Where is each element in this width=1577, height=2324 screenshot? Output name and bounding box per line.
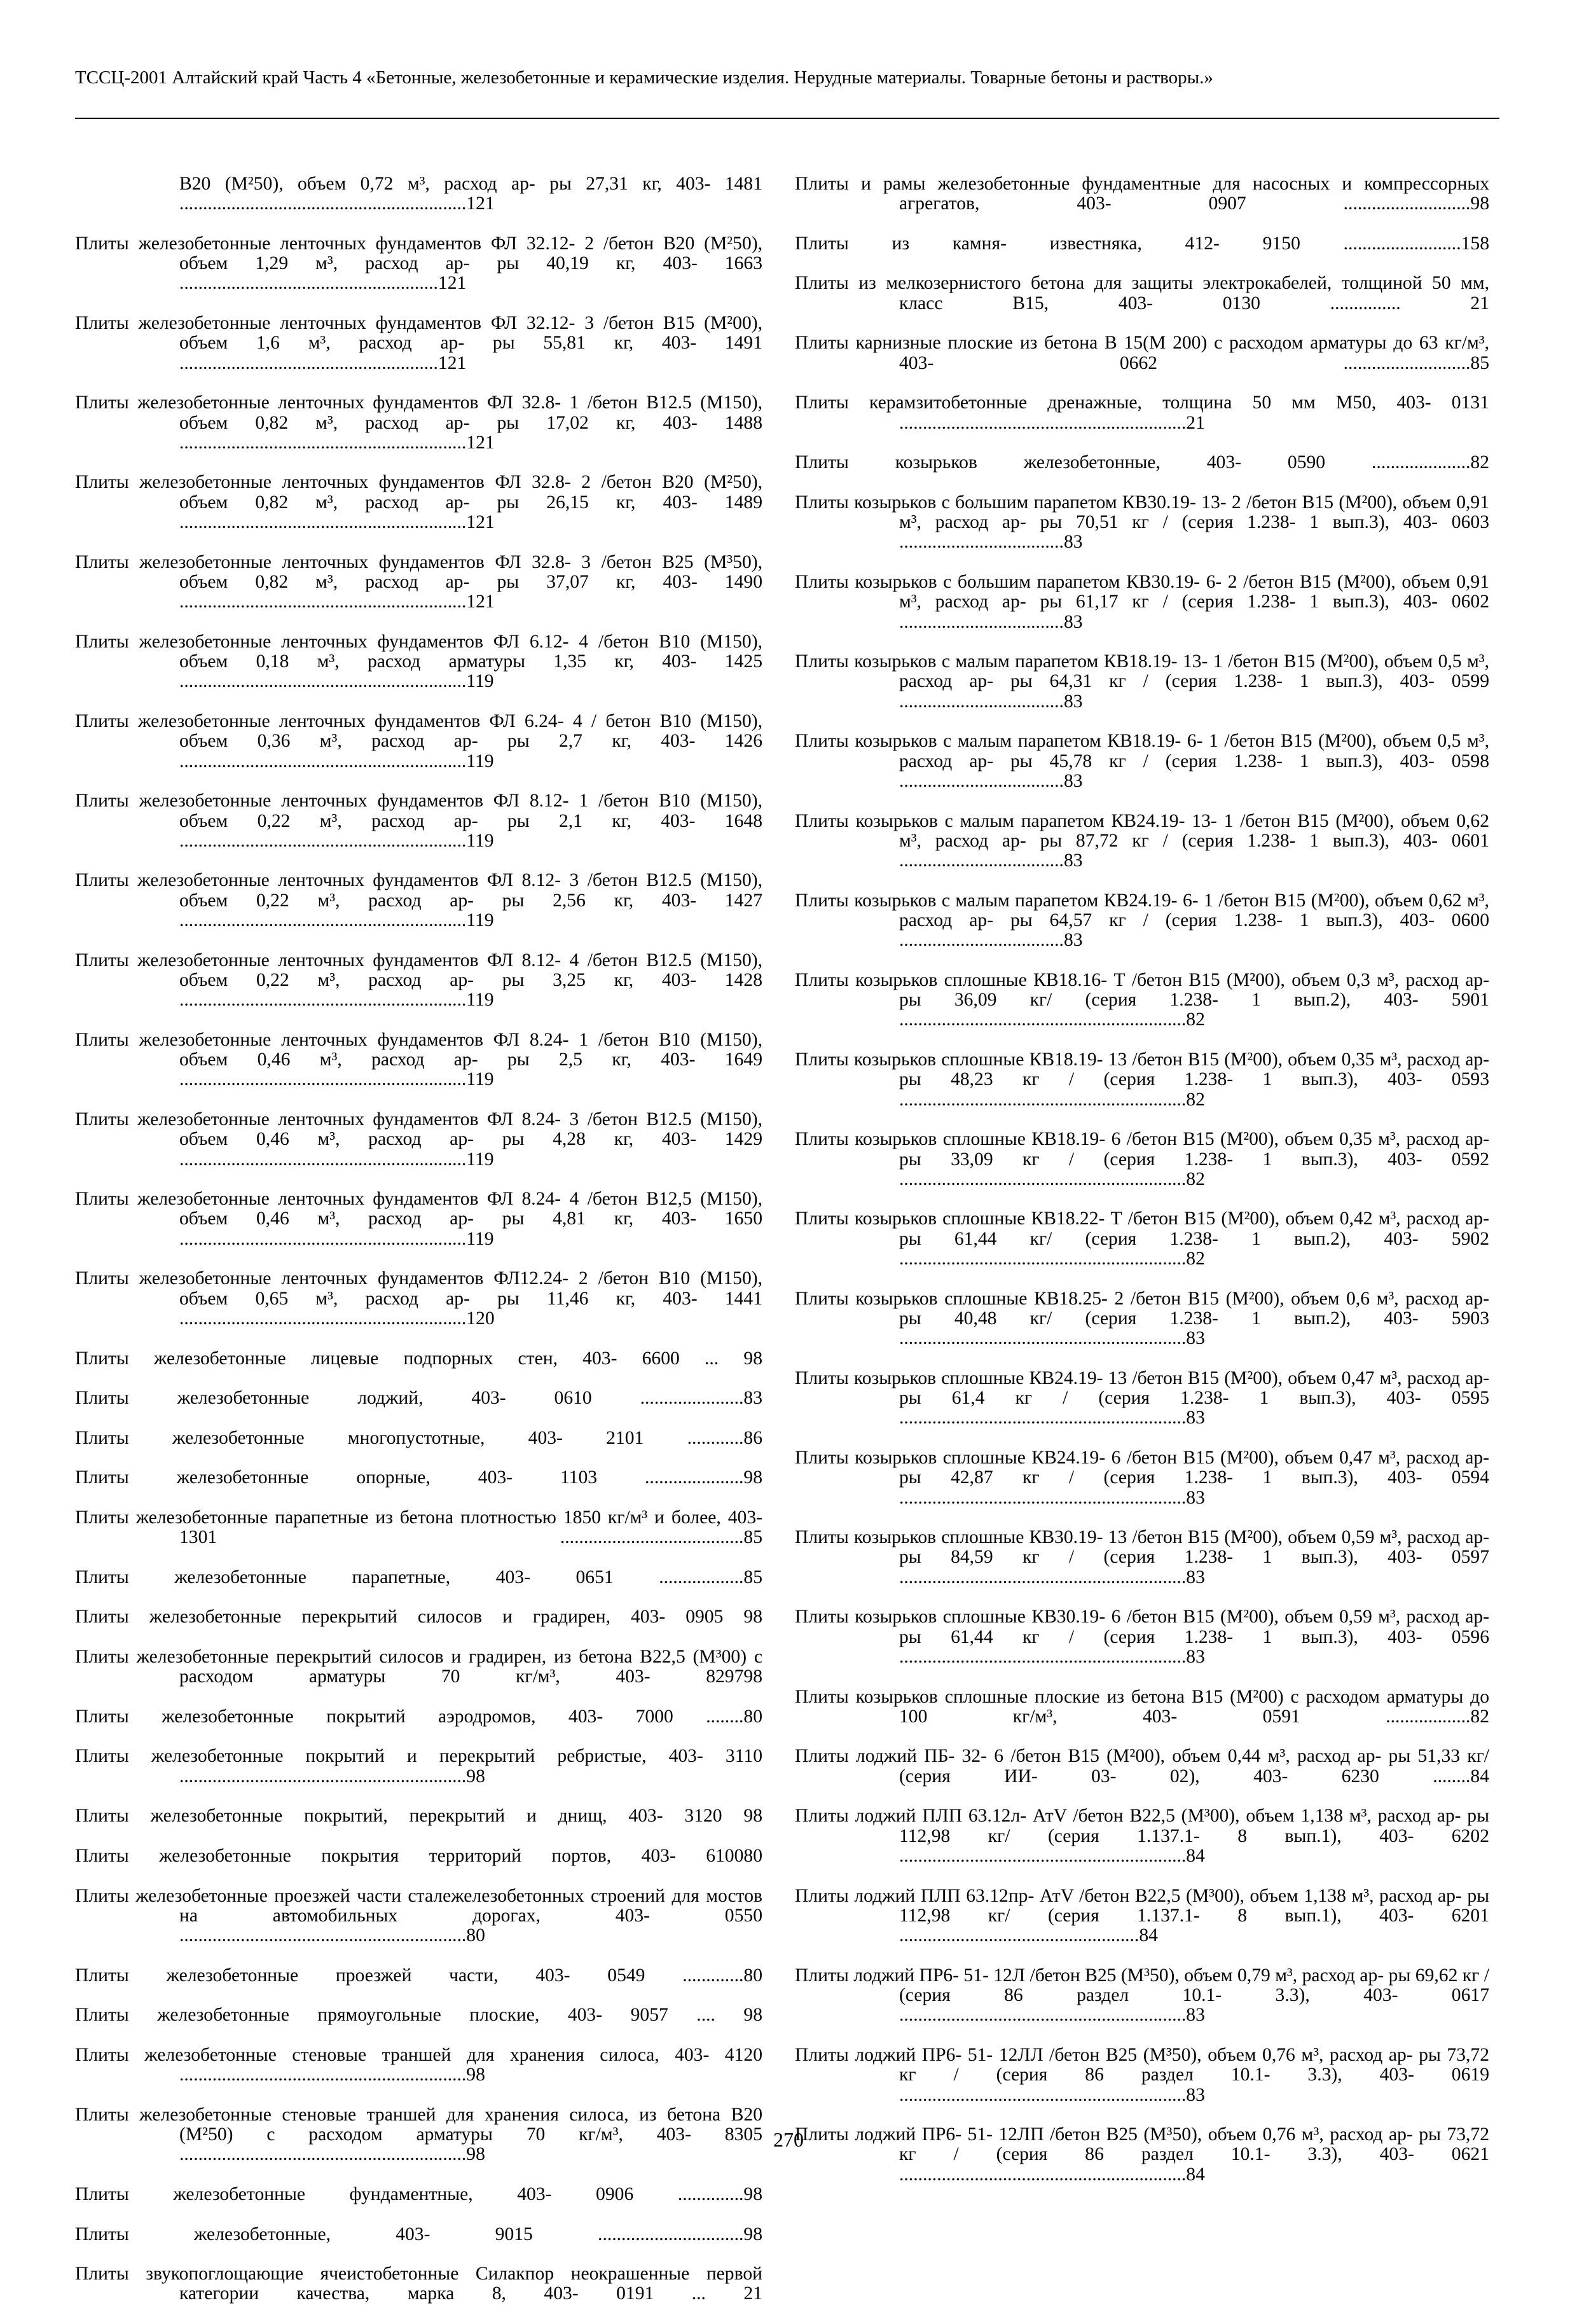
index-entry: Плиты железобетонные покрытий и перекрытий ребристые, 403- 3110 .............................................................98	[75, 1746, 762, 1787]
index-entry: Плиты железобетонные стеновые траншей для хранения силоса, 403- 4120 .............................................................98	[75, 2044, 762, 2085]
index-entry: Плиты железобетонные многопустотные, 403- 2101 ............86	[75, 1427, 762, 1448]
index-entry: Плиты карнизные плоские из бетона В 15(М 200) с расходом арматуры до 63 кг/м³, 403- 0662 ...........................85	[795, 333, 1489, 373]
index-entry: Плиты козырьков сплошные КВ18.25- 2 /бетон В15 (М²00), объем 0,6 м³, расход ар- ры 40,48 кг/ (серия 1.238- 1 вып.2), 403- 5903 .............................................................83	[795, 1288, 1489, 1349]
index-entry: Плиты козырьков с малым парапетом КВ24.19- 13- 1 /бетон B15 (M²00), объем 0,62 м³, расход ар- ры 87,72 кг / (серия 1.238- 1 вып.3), 403- 0601 ...................................83	[795, 810, 1489, 871]
index-entry: Плиты козырьков с большим парапетом КВ30.19- 13- 2 /бетон B15 (M²00), объем 0,91 м³, расход ар- ры 70,51 кг / (серия 1.238- 1 вып.3), 403- 0603 ...................................83	[795, 492, 1489, 553]
index-entry: Плиты козырьков железобетонные, 403- 0590 .....................82	[795, 452, 1489, 473]
index-entry: Плиты железобетонные ленточных фундаментов ФЛ 32.12- 3 /бетон В15 (М²00), объем 1,6 м³, расход ар- ры 55,81 кг, 403- 1491 .......................................................121	[75, 313, 762, 373]
index-entry: Плиты лоджий ПЛП 63.12л- АтV /бетон В22,5 (М³00), объем 1,138 м³, расход ар- ры 112,98 кг/ (серия 1.137.1- 8 вып.1), 403- 6202 .............................................................84	[795, 1806, 1489, 1866]
index-entry: Плиты железобетонные ленточных фундаментов ФЛ 8.12- 1 /бетон B10 (M150), объем 0,22 м³, расход ар- ры 2,1 кг, 403- 1648 .............................................................119	[75, 791, 762, 851]
index-entry: Плиты козырьков сплошные КВ18.19- 6 /бетон В15 (М²00), объем 0,35 м³, расход ар- ры 33,09 кг / (серия 1.238- 1 вып.3), 403- 0592 .............................................................82	[795, 1129, 1489, 1189]
index-entry: B20 (M²50), объем 0,72 м³, расход ар- ры 27,31 кг, 403- 1481 .............................................................121	[179, 174, 762, 214]
index-entry: Плиты железобетонные прямоугольные плоские, 403- 9057 .... 98	[75, 2005, 762, 2026]
index-entry: Плиты козырьков сплошные КВ18.22- Т /бетон В15 (М²00), объем 0,42 м³, расход ар- ры 61,44 кг/ (серия 1.238- 1 вып.2), 403- 5902 .............................................................82	[795, 1208, 1489, 1269]
index-entry: Плиты железобетонные покрытий, перекрытий и днищ, 403- 3120 98	[75, 1806, 762, 1827]
index-entry: Плиты железобетонные покрытий аэродромов, 403- 7000 ........80	[75, 1706, 762, 1727]
index-entry: Плиты железобетонные ленточных фундаментов ФЛ 6.24- 4 / бетон B10 (M150), объем 0,36 м³, расход ар- ры 2,7 кг, 403- 1426 .............................................................119	[75, 711, 762, 771]
index-entry: Плиты керамзитобетонные дренажные, толщина 50 мм М50, 403- 0131 .............................................................21	[795, 392, 1489, 433]
index-entry: Плиты козырьков с малым парапетом КВ18.19- 13- 1 /бетон B15 (M²00), объем 0,5 м³, расход ар- ры 64,31 кг / (серия 1.238- 1 вып.3), 403- 0599 ...................................83	[795, 651, 1489, 712]
index-entry: Плиты железобетонные ленточных фундаментов ФЛ 32.12- 2 /бетон В20 (М²50), объем 1,29 м³, расход ар- ры 40,19 кг, 403- 1663 .......................................................121	[75, 233, 762, 294]
document-title: ТССЦ-2001 Алтайский край Часть 4 «Бетонные, железобетонные и керамические изделия. Нерудные материалы. Товарные бетоны и растворы.»	[75, 67, 1213, 88]
index-entry: Плиты железобетонные стеновые траншей для хранения силоса, из бетона В20 (М²50) с расходом арматуры 70 кг/м³, 403- 8305 .............................................................98	[75, 2104, 762, 2165]
index-entry: Плиты железобетонные лицевые подпорных стен, 403- 6600 ... 98	[75, 1348, 762, 1369]
index-entry: Плиты железобетонные покрытия территорий портов, 403- 610080	[75, 1845, 762, 1866]
index-entry: Плиты железобетонные перекрытий силосов и градирен, из бетона В22,5 (М³00) с расходом арматуры 70 кг/м³, 403- 829798	[75, 1646, 762, 1687]
header-rule	[75, 118, 1499, 119]
index-entry: Плиты лоджий ПР6- 51- 12Л /бетон В25 (М³50), объем 0,79 м³, расход ар- ры 69,62 кг / (серия 86 раздел 10.1- 3.3), 403- 0617 .............................................................83	[795, 1965, 1489, 2026]
index-entry: Плиты из камня- известняка, 412- 9150 .........................158	[795, 233, 1489, 254]
index-entry: Плиты железобетонные фундаментные, 403- 0906 ..............98	[75, 2183, 762, 2204]
index-entry: Плиты железобетонные лоджий, 403- 0610 ......................83	[75, 1388, 762, 1409]
index-entry: Плиты и рамы железобетонные фундаментные для насосных и компрессорных агрегатов, 403- 0907 ...........................98	[795, 174, 1489, 214]
index-entry: Плиты козырьков сплошные КВ18.19- 13 /бетон В15 (М²00), объем 0,35 м³, расход ар- ры 48,23 кг / (серия 1.238- 1 вып.3), 403- 0593 .............................................................82	[795, 1049, 1489, 1110]
index-entry: Плиты железобетонные ленточных фундаментов ФЛ12.24- 2 /бетон B10 (M150), объем 0,65 м³, расход ар- ры 11,46 кг, 403- 1441 .............................................................120	[75, 1268, 762, 1329]
index-entry: Плиты железобетонные ленточных фундаментов ФЛ 8.12- 3 /бетон B12.5 (M150), объем 0,22 м³, расход ар- ры 2,56 кг, 403- 1427 .............................................................119	[75, 870, 762, 930]
index-entry: Плиты железобетонные ленточных фундаментов ФЛ 8.24- 3 /бетон B12.5 (M150), объем 0,46 м³, расход ар- ры 4,28 кг, 403- 1429 .............................................................119	[75, 1109, 762, 1170]
page-number: 270	[773, 2128, 804, 2151]
index-entry: Плиты железобетонные проезжей части сталежелезобетонных строений для мостов на автомобильных дорогах, 403- 0550 .............................................................80	[75, 1885, 762, 1946]
page-header	[75, 66, 1499, 90]
index-entry: Плиты железобетонные парапетные, 403- 0651 ..................85	[75, 1567, 762, 1587]
index-entry: Плиты железобетонные ленточных фундаментов ФЛ 8.12- 4 /бетон B12.5 (M150), объем 0,22 м³, расход ар- ры 3,25 кг, 403- 1428 .............................................................119	[75, 950, 762, 1011]
index-entry: Плиты железобетонные ленточных фундаментов ФЛ 32.8- 1 /бетон B12.5 (M150), объем 0,82 м³, расход ар- ры 17,02 кг, 403- 1488 .............................................................121	[75, 392, 762, 453]
index-column-left	[75, 174, 762, 2324]
index-entry: Плиты козырьков сплошные КВ24.19- 13 /бетон В15 (М²00), объем 0,47 м³, расход ар- ры 61,4 кг / (серия 1.238- 1 вып.3), 403- 0595 .............................................................83	[795, 1367, 1489, 1428]
index-entry: Плиты железобетонные проезжей части, 403- 0549 .............80	[75, 1965, 762, 1986]
index-entry: Плиты железобетонные ленточных фундаментов ФЛ 32.8- 2 /бетон B20 (M²50), объем 0,82 м³, расход ар- ры 26,15 кг, 403- 1489 .............................................................121	[75, 472, 762, 533]
index-entry: Плиты лоджий ПР6- 51- 12ЛП /бетон В25 (М³50), объем 0,76 м³, расход ар- ры 73,72 кг / (серия 86 раздел 10.1- 3.3), 403- 0621 .............................................................84	[795, 2124, 1489, 2185]
index-entry: Плиты железобетонные парапетные из бетона плотностью 1850 кг/м³ и более, 403- 1301 .......................................85	[75, 1507, 762, 1548]
index-entry: Плиты козырьков с малым парапетом КВ18.19- 6- 1 /бетон B15 (M²00), объем 0,5 м³, расход ар- ры 45,78 кг / (серия 1.238- 1 вып.3), 403- 0598 ...................................83	[795, 731, 1489, 791]
index-entry: Плиты козырьков с малым парапетом КВ24.19- 6- 1 /бетон B15 (M²00), объем 0,62 м³, расход ар- ры 64,57 кг / (серия 1.238- 1 вып.3), 403- 0600 ...................................83	[795, 890, 1489, 951]
index-entry: Плиты железобетонные ленточных фундаментов ФЛ 32.8- 3 /бетон B25 (M³50), объем 0,82 м³, расход ар- ры 37,07 кг, 403- 1490 .............................................................121	[75, 551, 762, 612]
index-entry: Плиты козырьков с большим парапетом КВ30.19- 6- 2 /бетон B15 (M²00), объем 0,91 м³, расход ар- ры 61,17 кг / (серия 1.238- 1 вып.3), 403- 0602 ...................................83	[795, 571, 1489, 632]
index-entry: Плиты железобетонные опорные, 403- 1103 .....................98	[75, 1467, 762, 1488]
index-entry: Плиты козырьков сплошные КВ24.19- 6 /бетон В15 (М²00), объем 0,47 м³, расход ар- ры 42,87 кг / (серия 1.238- 1 вып.3), 403- 0594 .............................................................83	[795, 1448, 1489, 1508]
index-entry: Плиты железобетонные ленточных фундаментов ФЛ 8.24- 4 /бетон B12,5 (M150), объем 0,46 м³, расход ар- ры 4,81 кг, 403- 1650 .............................................................119	[75, 1189, 762, 1249]
index-entry: Плиты козырьков сплошные КВ18.16- Т /бетон В15 (М²00), объем 0,3 м³, расход ар- ры 36,09 кг/ (серия 1.238- 1 вып.2), 403- 5901 .............................................................82	[795, 969, 1489, 1030]
index-entry: Плиты железобетонные перекрытий силосов и градирен, 403- 0905 98	[75, 1607, 762, 1628]
index-entry: Плиты козырьков сплошные КВ30.19- 13 /бетон В15 (М²00), объем 0,59 м³, расход ар- ры 84,59 кг / (серия 1.238- 1 вып.3), 403- 0597 .............................................................83	[795, 1527, 1489, 1587]
index-entry: Плиты из мелкозернистого бетона для защиты электрокабелей, толщиной 50 мм, класс В15, 403- 0130 ............... 21	[795, 273, 1489, 314]
index-column-right	[795, 174, 1489, 2204]
index-entry: Плиты козырьков сплошные КВ30.19- 6 /бетон В15 (М²00), объем 0,59 м³, расход ар- ры 61,44 кг / (серия 1.238- 1 вып.3), 403- 0596 .............................................................83	[795, 1607, 1489, 1667]
index-entry: Плиты лоджий ПР6- 51- 12ЛЛ /бетон В25 (М³50), объем 0,76 м³, расход ар- ры 73,72 кг / (серия 86 раздел 10.1- 3.3), 403- 0619 .............................................................83	[795, 2044, 1489, 2105]
index-entry: Плиты железобетонные, 403- 9015 ...............................98	[75, 2224, 762, 2244]
index-entry: Плиты звукопоглощающие ячеистобетонные Силакпор неокрашенные первой категории качества, марка 8, 403- 0191 ... 21	[75, 2264, 762, 2304]
index-entry: Плиты железобетонные ленточных фундаментов ФЛ 8.24- 1 /бетон B10 (M150), объем 0,46 м³, расход ар- ры 2,5 кг, 403- 1649 .............................................................119	[75, 1029, 762, 1090]
index-entry: Плиты железобетонные ленточных фундаментов ФЛ 6.12- 4 /бетон B10 (M150), объем 0,18 м³, расход арматуры 1,35 кг, 403- 1425 .............................................................119	[75, 631, 762, 692]
index-entry: Плиты лоджий ПБ- 32- 6 /бетон В15 (М²00), объем 0,44 м³, расход ар- ры 51,33 кг/ (серия ИИ- 03- 02), 403- 6230 ........84	[795, 1746, 1489, 1787]
index-entry: Плиты лоджий ПЛП 63.12пр- АтV /бетон В22,5 (М³00), объем 1,138 м³, расход ар- ры 112,98 кг/ (серия 1.137.1- 8 вып.1), 403- 6201 ...................................................84	[795, 1885, 1489, 1946]
index-entry: Плиты козырьков сплошные плоские из бетона В15 (М²00) с расходом арматуры до 100 кг/м³, 403- 0591 ..................82	[795, 1686, 1489, 1727]
